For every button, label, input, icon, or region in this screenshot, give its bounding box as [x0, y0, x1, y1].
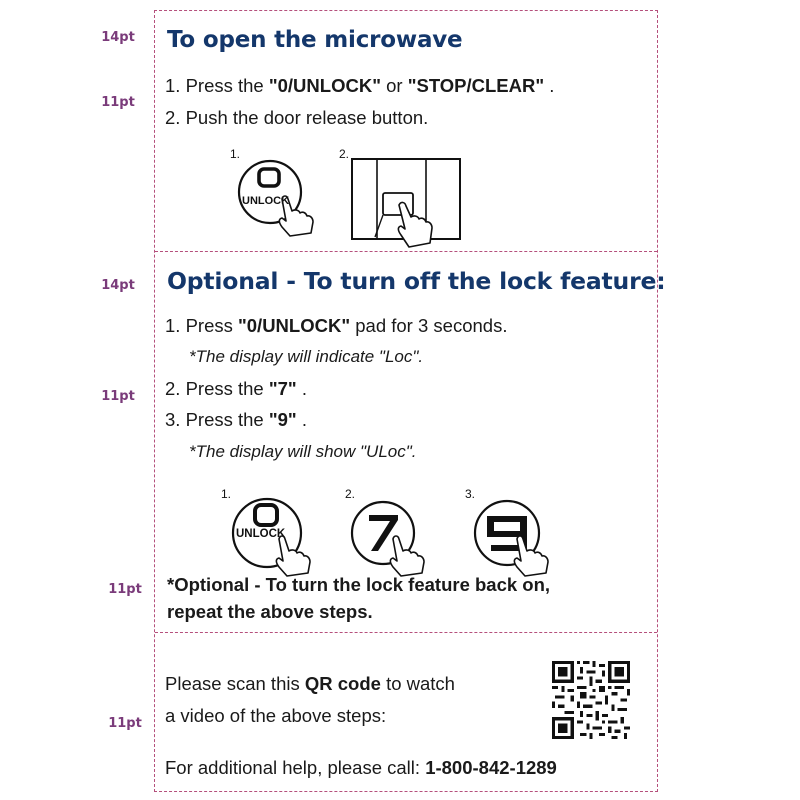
section2-figure-unlock	[221, 483, 316, 583]
section2-note-loc: *The display will indicate "Loc".	[189, 347, 424, 366]
door-release-icon	[339, 147, 469, 257]
scan-line1	[165, 673, 455, 695]
key-9-icon	[465, 483, 560, 583]
margin-label-section1-heading: 14pt	[101, 30, 135, 45]
scan-suffix: to watch	[380, 673, 455, 694]
unlock-pad-label: UNLOCK	[236, 528, 286, 540]
step2-key-7: "7"	[268, 378, 297, 399]
scan-line2: a video of the above steps:	[165, 705, 387, 726]
margin-label-optional-note: 11pt	[108, 582, 142, 597]
margin-label-section3: 11pt	[108, 716, 142, 731]
section2-note-uloc: *The display will show "ULoc".	[189, 442, 417, 461]
section2-step1	[165, 315, 507, 337]
key-7-icon	[345, 483, 435, 583]
figure-number: 3.	[465, 487, 476, 501]
section2-step2	[165, 378, 307, 400]
section2-heading: Optional - To turn off the lock feature:	[167, 267, 666, 295]
section2-step3	[165, 409, 307, 431]
margin-label-section1-body: 11pt	[101, 95, 135, 110]
step1-suffix: .	[544, 75, 555, 96]
help-phone-number[interactable]: 1-800-842-1289	[425, 757, 557, 778]
section1-figure-unlock	[230, 147, 315, 237]
step1-key-unlock: "0/UNLOCK"	[268, 75, 381, 96]
qr-code-icon[interactable]	[552, 661, 630, 739]
step2-suffix: .	[296, 378, 307, 399]
margin-label-section2-body: 11pt	[101, 389, 135, 404]
step1-prefix: 1. Press	[165, 315, 238, 336]
step1-prefix: 1. Press the	[165, 75, 269, 96]
help-line	[165, 757, 557, 779]
figure-number: 2.	[339, 147, 350, 161]
section2-figure-key7	[345, 483, 435, 583]
section1-step2: 2. Push the door release button.	[165, 107, 429, 128]
section1-step1	[165, 75, 554, 97]
qr-code-label: QR code	[304, 673, 381, 694]
figure-number: 1.	[230, 147, 241, 161]
figure-number: 2.	[345, 487, 356, 501]
section1-heading: To open the microwave	[167, 27, 463, 53]
scan-prefix: Please scan this	[165, 673, 305, 694]
step3-key-9: "9"	[268, 409, 297, 430]
instruction-card	[154, 10, 666, 792]
optional-note-line2: repeat the above steps.	[167, 601, 373, 622]
step1-key-unlock: "0/UNLOCK"	[238, 315, 351, 336]
section-divider	[155, 251, 657, 252]
unlock-pad-icon	[230, 147, 315, 237]
step3-suffix: .	[296, 409, 307, 430]
section-divider	[155, 632, 657, 633]
section2-figure-key9	[465, 483, 560, 583]
margin-label-section2-heading: 14pt	[101, 278, 135, 293]
help-prefix: For additional help, please call:	[165, 757, 426, 778]
optional-note-line1: *Optional - To turn the lock feature back on,	[167, 574, 551, 595]
step2-prefix: 2. Press the	[165, 378, 269, 399]
step1-key-stop: "STOP/CLEAR"	[407, 75, 545, 96]
unlock-pad-label: UNLOCK	[242, 195, 290, 207]
step1-mid: or	[380, 75, 408, 96]
section1-figure-door-release	[339, 147, 469, 257]
step1-suffix: pad for 3 seconds.	[350, 315, 508, 336]
step3-prefix: 3. Press the	[165, 409, 269, 430]
figure-number: 1.	[221, 487, 232, 501]
